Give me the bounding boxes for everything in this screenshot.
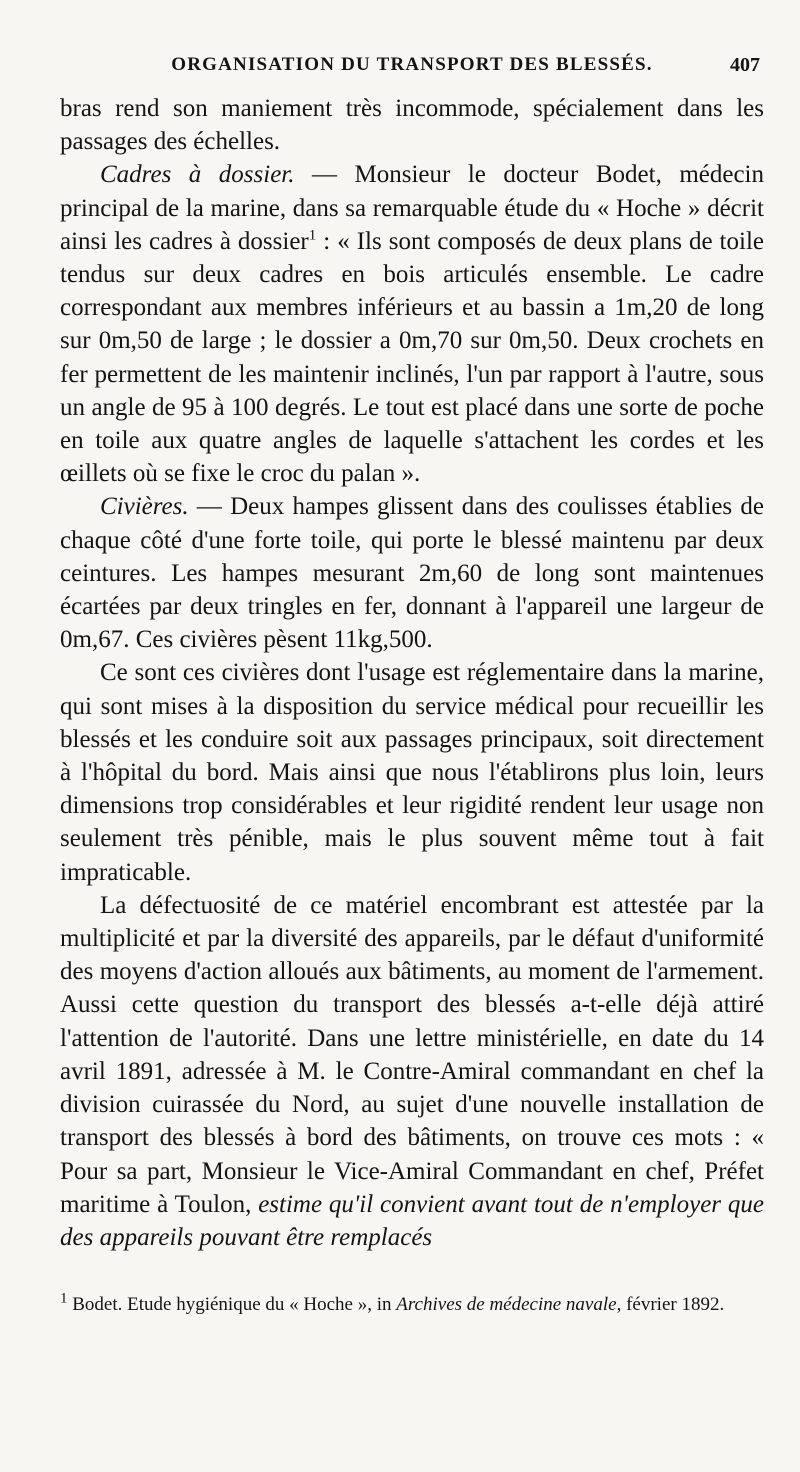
footnote-marker: 1 bbox=[60, 1290, 68, 1307]
paragraph-text: La défectuosité de ce matériel encombrant est attestée par la multiplicité et par la diversité des appareils, par le défaut d'uniformité des moyens d'action alloués aux bâtiments, au moment de l'armement. Aussi cette question du transport des blessés a-t-elle déjà attiré l'attention de l'autorité. Dans une lettre ministérielle, en date du 14 avril 1891, adressée à M. le Contre-Amiral commandant en chef la division cuirassée du Nord, au sujet d'une nouvelle installation de transport des blessés à bord des bâtiments, on trouve ces mots : « Pour sa part, Monsieur le Vice-Amiral Commandant en chef, Préfet maritime à Toulon, bbox=[60, 891, 764, 1218]
footnote-journal: Archives de médecine navale bbox=[396, 1294, 617, 1315]
paragraph-text: — Deux hampes glissent dans des coulisses établies de chaque côté d'une forte toile, qui porte le blessé maintenu par deux ceintures. Les hampes mesurant 2m,60 de long sont maintenues écartées par deux tringles en fer, donnant à l'appareil une largeur de 0m,67. Ces civières pèsent 11kg,500. bbox=[60, 493, 764, 654]
paragraph-text: bras rend son maniement très incommode, spécialement dans les passages des échelles. bbox=[60, 95, 764, 156]
paragraph-defectuosite bbox=[60, 889, 764, 1254]
footnote-text-cont: , février 1892. bbox=[616, 1294, 725, 1315]
section-lead: Civières. bbox=[100, 493, 189, 521]
paragraph-continuation bbox=[60, 92, 764, 158]
footnote-ref: 1 bbox=[308, 227, 317, 244]
quoted-italic: estime qu'il convient avant tout de n'employer que des appareils pouvant être remplacés bbox=[60, 1190, 764, 1251]
paragraph-usage bbox=[60, 656, 764, 888]
paragraph-civieres bbox=[60, 490, 764, 656]
footnote-text: Bodet. Etude hygiénique du « Hoche », in bbox=[67, 1294, 397, 1315]
footnote bbox=[60, 1292, 764, 1317]
paragraph-text-cont: : « Ils sont composés de deux plans de toile tendus sur deux cadres en bois articulés ensemble. Le cadre correspondant aux membres inférieurs et au bassin a 1m,20 de long sur 0m,50 de large ; le dossier a 0m,70 sur 0m,50. Deux crochets en fer permettent de les maintenir inclinés, l'un par rapport à l'autre, sous un angle de 95 à 100 degrés. Le tout est placé dans une sorte de poche en toile aux quatre angles de laquelle s'attachent les cordes et les œillets où se fixe le croc du palan ». bbox=[60, 227, 764, 488]
running-title: ORGANISATION DU TRANSPORT DES BLESSÉS. bbox=[171, 54, 653, 75]
running-head bbox=[60, 54, 764, 84]
paragraph-text: — Monsieur le docteur Bodet, médecin principal de la marine, dans sa remarquable étude du « Hoche » décrit ainsi les cadres à dossier bbox=[60, 161, 764, 255]
paragraph-text: Ce sont ces civières dont l'usage est réglementaire dans la marine, qui sont mises à la disposition du service médical pour recueillir les blessés et les conduire soit aux passages principaux, soit directement à l'hôpital du bord. Mais ainsi que nous l'établirons plus loin, leurs dimensions trop considérables et leur rigidité rendent leur usage non seulement très pénible, mais le plus souvent même tout à fait impraticable. bbox=[60, 659, 764, 886]
body-text bbox=[60, 92, 764, 1254]
paragraph-cadres bbox=[60, 158, 764, 490]
section-lead: Cadres à dossier. bbox=[100, 161, 295, 189]
page-number: 407 bbox=[730, 54, 760, 76]
